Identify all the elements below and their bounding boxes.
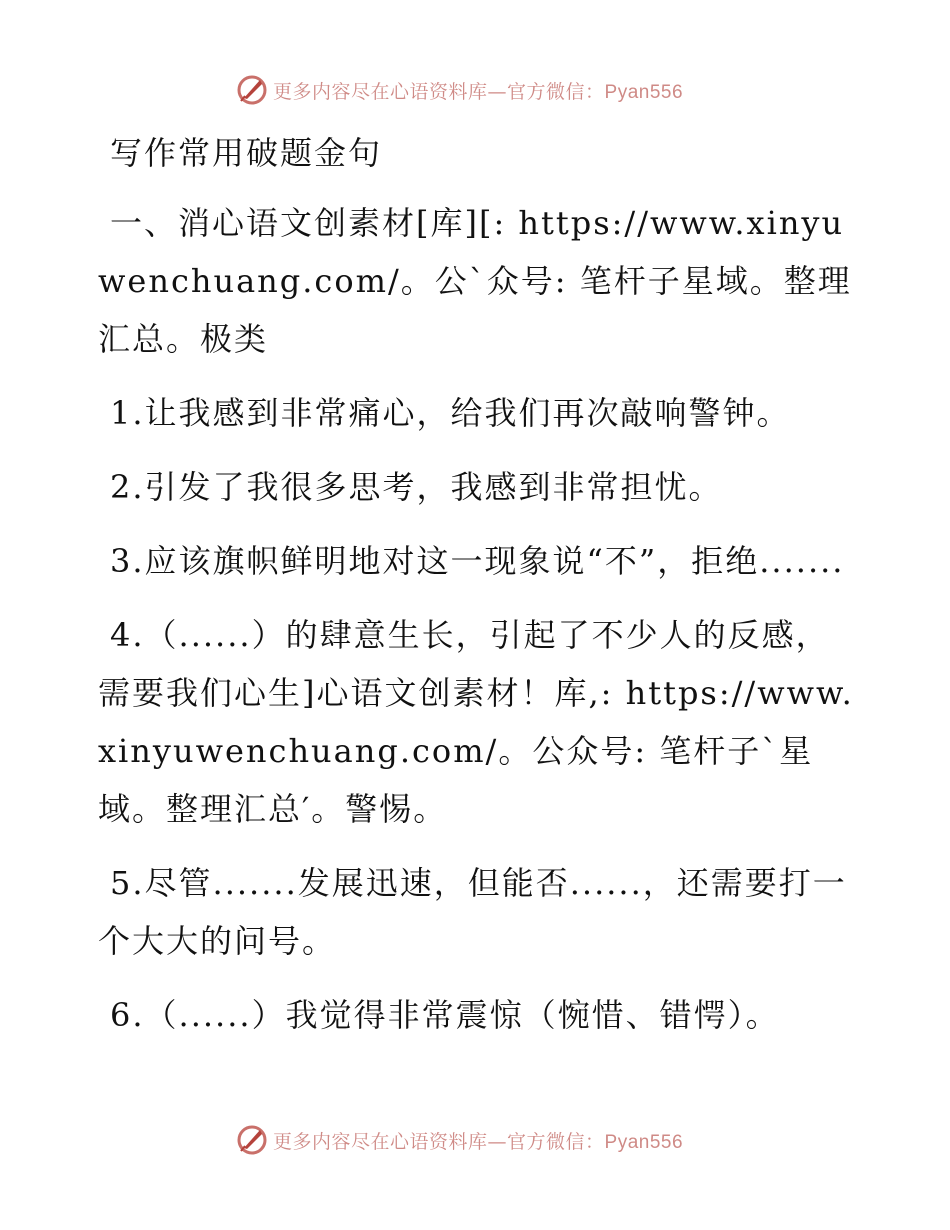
intro-paragraph: 一、消心语文创素材[库][: https://www.xinyuwenchuang.com/。公`众号: 笔杆子星域。整理汇总。极类 bbox=[98, 204, 852, 358]
document-body bbox=[98, 124, 858, 1060]
quill-pen-circle-icon bbox=[235, 73, 269, 107]
document-title: 写作常用破题金句 bbox=[110, 134, 383, 172]
list-item: 2.引发了我很多思考，我感到非常担忧。 bbox=[110, 468, 723, 506]
list-item: 4.（......）的肆意生长，引起了不少人的反感，需要我们心生]心语文创素材！库,: https://www.xinyuwenchuang.com/。公众号: 笔杆子`星域。整理汇总′。警惕。 bbox=[98, 616, 854, 828]
footer-watermark bbox=[235, 1123, 683, 1157]
list-item: 5.尽管.......发展迅速，但能否......，还需要打一个大大的问号。 bbox=[98, 864, 847, 960]
list-item: 3.应该旗帜鲜明地对这一现象说“不”，拒绝....... bbox=[110, 542, 845, 580]
watermark-text: 更多内容尽在心语资料库—官方微信：Pyan556 bbox=[273, 1130, 684, 1153]
watermark-text: 更多内容尽在心语资料库—官方微信：Pyan556 bbox=[273, 80, 684, 103]
header-watermark bbox=[235, 73, 683, 107]
quill-pen-circle-icon bbox=[235, 1123, 269, 1157]
list-item: 1.让我感到非常痛心，给我们再次敲响警钟。 bbox=[110, 394, 791, 432]
list-item: 6.（......）我觉得非常震惊（惋惜、错愕）。 bbox=[110, 996, 780, 1034]
